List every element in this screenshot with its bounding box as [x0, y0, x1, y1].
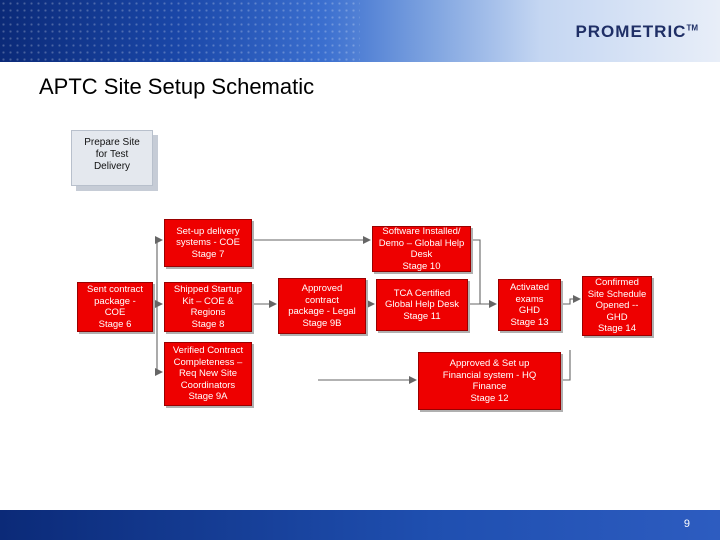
connector-stage6-stage7 — [153, 240, 162, 304]
node-stage10: Software Installed/ Demo – Global Help Desk Stage 10 — [372, 226, 471, 272]
page-number: 9 — [683, 518, 690, 530]
node-stage9b: Approved contract package - Legal Stage 9B — [278, 278, 366, 334]
node-stage11: TCA Certified Global Help Desk Stage 11 — [376, 279, 468, 331]
connector-stage10-stage13 — [471, 240, 496, 304]
prometric-logo: PROMETRIC™ — [575, 22, 698, 41]
page-title: APTC Site Setup Schematic — [39, 74, 315, 99]
connector-stage6-stage9a — [157, 304, 162, 372]
prepare-site-box: Prepare Site for Test Delivery — [71, 130, 153, 186]
node-stage7: Set-up delivery systems - COE Stage 7 — [164, 219, 252, 267]
node-stage14: Confirmed Site Schedule Opened -- GHD Stage 14 — [582, 276, 652, 336]
node-stage13: Activated exams GHD Stage 13 — [498, 279, 561, 331]
node-stage8: Shipped Startup Kit – COE & Regions Stage 8 — [164, 282, 252, 332]
node-stage12: Approved & Set up Financial system - HQ Finance Stage 12 — [418, 352, 561, 410]
node-stage6: Sent contract package - COE Stage 6 — [77, 282, 153, 332]
connector-stage13-stage14 — [561, 299, 580, 304]
node-stage9a: Verified Contract Completeness – Req New Site Coordinators Stage 9A — [164, 342, 252, 406]
connector-stage12-stage13 — [561, 350, 570, 380]
footer-bar — [0, 510, 720, 540]
